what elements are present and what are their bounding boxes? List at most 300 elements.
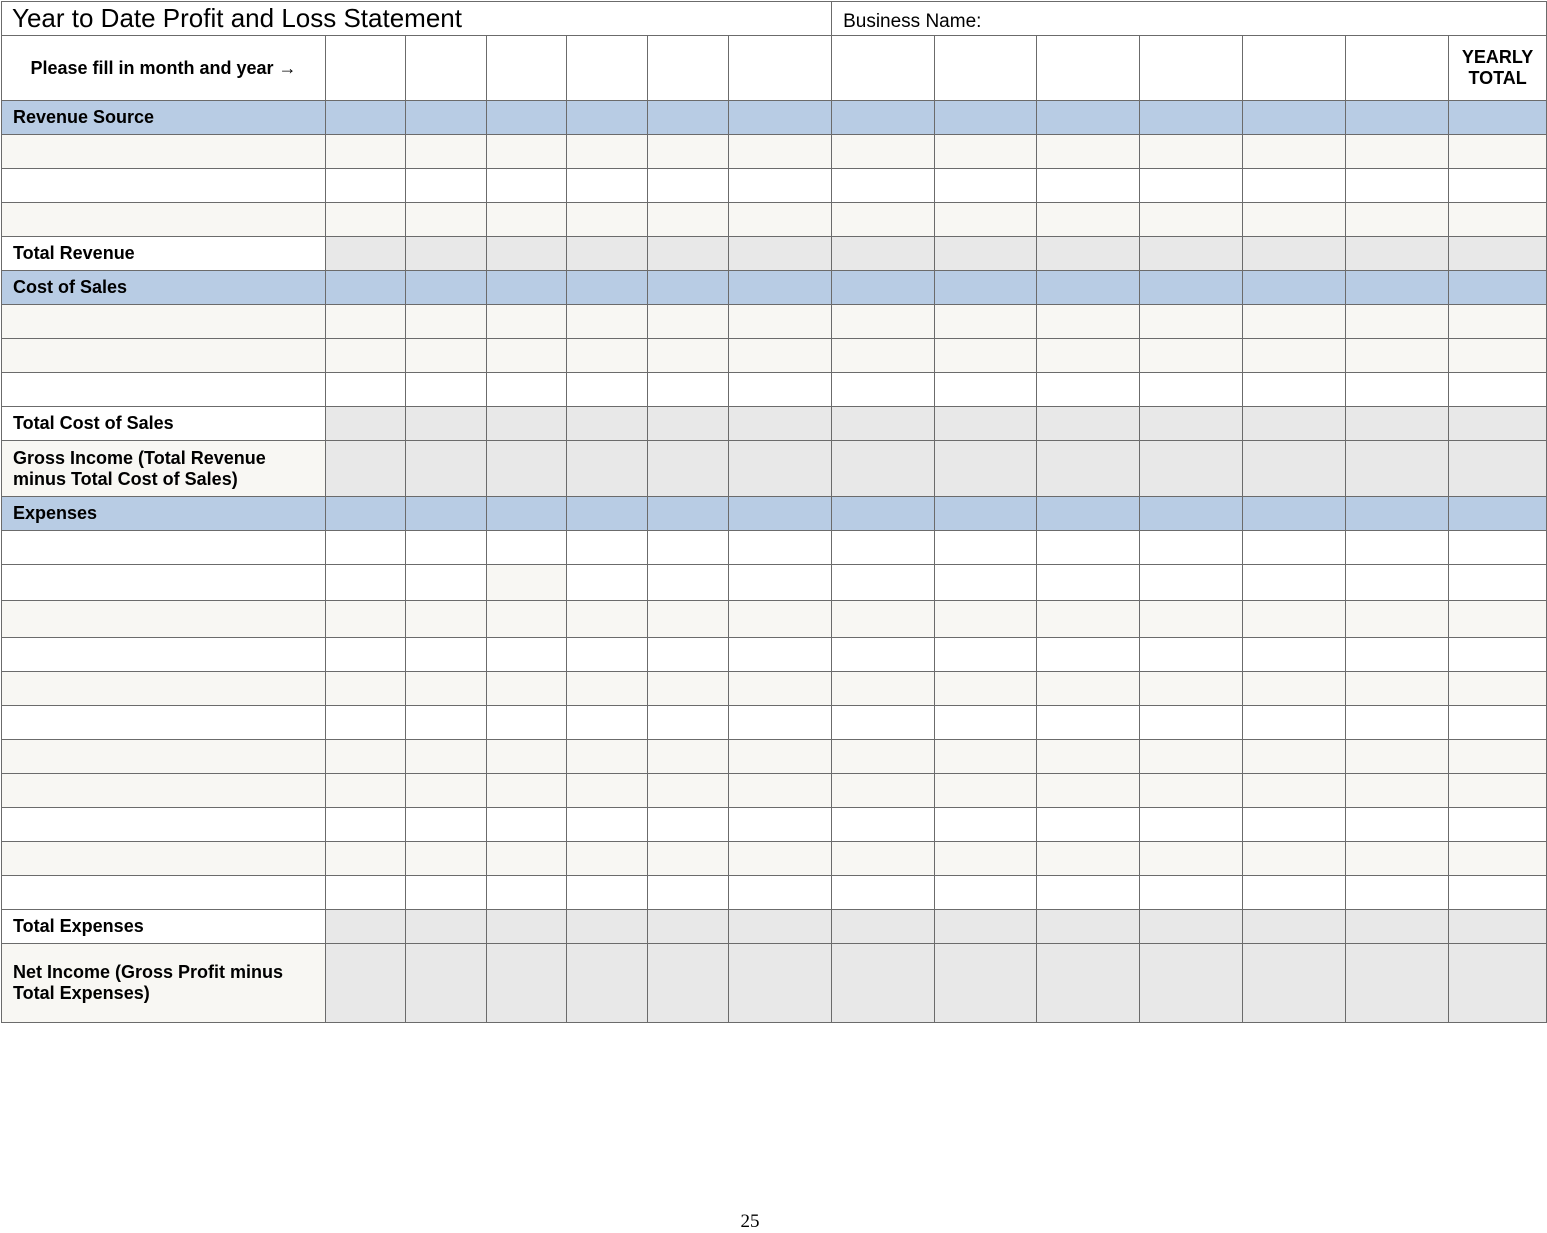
amount-cell[interactable] (729, 305, 832, 339)
amount-cell[interactable] (487, 706, 567, 740)
amount-cell[interactable] (567, 305, 648, 339)
amount-cell[interactable] (567, 531, 648, 565)
amount-cell[interactable] (935, 203, 1037, 237)
yearly-total-cell[interactable] (1449, 774, 1547, 808)
amount-cell[interactable] (935, 169, 1037, 203)
line-item-label-cell[interactable] (2, 774, 326, 808)
amount-cell[interactable] (935, 565, 1037, 601)
amount-cell[interactable] (1140, 740, 1243, 774)
amount-cell[interactable] (326, 910, 406, 944)
amount-cell[interactable] (935, 706, 1037, 740)
amount-cell[interactable] (487, 876, 567, 910)
amount-cell[interactable] (832, 808, 935, 842)
amount-cell[interactable] (1037, 203, 1140, 237)
amount-cell[interactable] (729, 497, 832, 531)
amount-cell[interactable] (729, 169, 832, 203)
amount-cell[interactable] (832, 237, 935, 271)
amount-cell[interactable] (648, 565, 729, 601)
amount-cell[interactable] (729, 842, 832, 876)
amount-cell[interactable] (648, 407, 729, 441)
amount-cell[interactable] (729, 774, 832, 808)
amount-cell[interactable] (567, 373, 648, 407)
amount-cell[interactable] (648, 842, 729, 876)
amount-cell[interactable] (832, 740, 935, 774)
amount-cell[interactable] (648, 237, 729, 271)
amount-cell[interactable] (832, 601, 935, 638)
amount-cell[interactable] (648, 876, 729, 910)
line-item-label-cell[interactable] (2, 876, 326, 910)
line-item-label-cell[interactable] (2, 531, 326, 565)
amount-cell[interactable] (1243, 706, 1346, 740)
yearly-total-cell[interactable] (1449, 407, 1547, 441)
amount-cell[interactable] (1346, 944, 1449, 1023)
amount-cell[interactable] (1037, 842, 1140, 876)
month-cell[interactable] (1140, 36, 1243, 101)
amount-cell[interactable] (935, 237, 1037, 271)
line-item-label-cell[interactable] (2, 373, 326, 407)
amount-cell[interactable] (406, 706, 487, 740)
amount-cell[interactable] (326, 135, 406, 169)
amount-cell[interactable] (729, 271, 832, 305)
amount-cell[interactable] (729, 373, 832, 407)
yearly-total-cell[interactable] (1449, 135, 1547, 169)
amount-cell[interactable] (487, 910, 567, 944)
amount-cell[interactable] (1346, 407, 1449, 441)
amount-cell[interactable] (406, 407, 487, 441)
amount-cell[interactable] (1346, 706, 1449, 740)
amount-cell[interactable] (406, 203, 487, 237)
month-cell[interactable] (1243, 36, 1346, 101)
amount-cell[interactable] (1037, 706, 1140, 740)
amount-cell[interactable] (1346, 601, 1449, 638)
amount-cell[interactable] (487, 565, 567, 601)
amount-cell[interactable] (326, 305, 406, 339)
amount-cell[interactable] (729, 237, 832, 271)
amount-cell[interactable] (1243, 237, 1346, 271)
amount-cell[interactable] (487, 944, 567, 1023)
yearly-total-cell[interactable] (1449, 271, 1547, 305)
amount-cell[interactable] (1140, 339, 1243, 373)
amount-cell[interactable] (935, 876, 1037, 910)
amount-cell[interactable] (567, 740, 648, 774)
amount-cell[interactable] (1243, 531, 1346, 565)
amount-cell[interactable] (1346, 808, 1449, 842)
amount-cell[interactable] (1346, 203, 1449, 237)
amount-cell[interactable] (832, 305, 935, 339)
amount-cell[interactable] (326, 740, 406, 774)
amount-cell[interactable] (487, 407, 567, 441)
month-cell[interactable] (648, 36, 729, 101)
yearly-total-cell[interactable] (1449, 876, 1547, 910)
amount-cell[interactable] (1037, 910, 1140, 944)
yearly-total-cell[interactable] (1449, 531, 1547, 565)
amount-cell[interactable] (935, 944, 1037, 1023)
amount-cell[interactable] (326, 101, 406, 135)
amount-cell[interactable] (567, 638, 648, 672)
amount-cell[interactable] (1140, 706, 1243, 740)
amount-cell[interactable] (832, 774, 935, 808)
amount-cell[interactable] (406, 774, 487, 808)
amount-cell[interactable] (729, 910, 832, 944)
amount-cell[interactable] (1243, 876, 1346, 910)
amount-cell[interactable] (1346, 876, 1449, 910)
month-cell[interactable] (406, 36, 487, 101)
amount-cell[interactable] (1243, 169, 1346, 203)
amount-cell[interactable] (487, 271, 567, 305)
amount-cell[interactable] (832, 672, 935, 706)
amount-cell[interactable] (567, 910, 648, 944)
business-name-field[interactable]: Business Name: (832, 2, 1547, 36)
amount-cell[interactable] (326, 565, 406, 601)
amount-cell[interactable] (487, 497, 567, 531)
amount-cell[interactable] (729, 101, 832, 135)
amount-cell[interactable] (1140, 305, 1243, 339)
amount-cell[interactable] (487, 740, 567, 774)
amount-cell[interactable] (832, 944, 935, 1023)
yearly-total-cell[interactable] (1449, 565, 1547, 601)
amount-cell[interactable] (832, 101, 935, 135)
amount-cell[interactable] (1243, 808, 1346, 842)
amount-cell[interactable] (567, 565, 648, 601)
yearly-total-cell[interactable] (1449, 808, 1547, 842)
amount-cell[interactable] (487, 531, 567, 565)
amount-cell[interactable] (832, 407, 935, 441)
amount-cell[interactable] (832, 373, 935, 407)
amount-cell[interactable] (326, 203, 406, 237)
amount-cell[interactable] (648, 169, 729, 203)
yearly-total-cell[interactable] (1449, 638, 1547, 672)
amount-cell[interactable] (1140, 774, 1243, 808)
line-item-label-cell[interactable] (2, 808, 326, 842)
month-cell[interactable] (567, 36, 648, 101)
amount-cell[interactable] (406, 601, 487, 638)
amount-cell[interactable] (1243, 842, 1346, 876)
yearly-total-cell[interactable] (1449, 203, 1547, 237)
amount-cell[interactable] (1037, 237, 1140, 271)
line-item-label-cell[interactable] (2, 305, 326, 339)
amount-cell[interactable] (1243, 441, 1346, 497)
amount-cell[interactable] (1037, 565, 1140, 601)
amount-cell[interactable] (406, 135, 487, 169)
amount-cell[interactable] (648, 531, 729, 565)
amount-cell[interactable] (1346, 101, 1449, 135)
amount-cell[interactable] (1243, 373, 1346, 407)
amount-cell[interactable] (406, 101, 487, 135)
amount-cell[interactable] (406, 169, 487, 203)
month-cell[interactable] (1037, 36, 1140, 101)
yearly-total-cell[interactable] (1449, 497, 1547, 531)
amount-cell[interactable] (1346, 441, 1449, 497)
amount-cell[interactable] (832, 497, 935, 531)
amount-cell[interactable] (648, 638, 729, 672)
amount-cell[interactable] (567, 169, 648, 203)
amount-cell[interactable] (729, 531, 832, 565)
amount-cell[interactable] (935, 339, 1037, 373)
amount-cell[interactable] (648, 339, 729, 373)
yearly-total-cell[interactable] (1449, 740, 1547, 774)
amount-cell[interactable] (935, 740, 1037, 774)
amount-cell[interactable] (935, 407, 1037, 441)
amount-cell[interactable] (1243, 565, 1346, 601)
amount-cell[interactable] (487, 135, 567, 169)
amount-cell[interactable] (326, 531, 406, 565)
amount-cell[interactable] (729, 672, 832, 706)
amount-cell[interactable] (648, 271, 729, 305)
amount-cell[interactable] (935, 531, 1037, 565)
amount-cell[interactable] (1140, 842, 1243, 876)
amount-cell[interactable] (935, 842, 1037, 876)
amount-cell[interactable] (1140, 944, 1243, 1023)
yearly-total-cell[interactable] (1449, 601, 1547, 638)
line-item-label-cell[interactable] (2, 601, 326, 638)
amount-cell[interactable] (1037, 271, 1140, 305)
line-item-label-cell[interactable] (2, 638, 326, 672)
amount-cell[interactable] (935, 910, 1037, 944)
amount-cell[interactable] (567, 441, 648, 497)
amount-cell[interactable] (487, 441, 567, 497)
amount-cell[interactable] (1037, 944, 1140, 1023)
amount-cell[interactable] (832, 169, 935, 203)
amount-cell[interactable] (406, 876, 487, 910)
amount-cell[interactable] (935, 373, 1037, 407)
amount-cell[interactable] (1037, 305, 1140, 339)
amount-cell[interactable] (935, 601, 1037, 638)
amount-cell[interactable] (729, 339, 832, 373)
amount-cell[interactable] (648, 373, 729, 407)
amount-cell[interactable] (729, 638, 832, 672)
amount-cell[interactable] (1346, 271, 1449, 305)
line-item-label-cell[interactable] (2, 169, 326, 203)
amount-cell[interactable] (648, 944, 729, 1023)
amount-cell[interactable] (326, 808, 406, 842)
amount-cell[interactable] (935, 497, 1037, 531)
amount-cell[interactable] (406, 740, 487, 774)
amount-cell[interactable] (406, 271, 487, 305)
amount-cell[interactable] (1243, 638, 1346, 672)
amount-cell[interactable] (648, 441, 729, 497)
amount-cell[interactable] (1037, 497, 1140, 531)
amount-cell[interactable] (1346, 305, 1449, 339)
amount-cell[interactable] (1346, 237, 1449, 271)
amount-cell[interactable] (648, 203, 729, 237)
amount-cell[interactable] (1243, 339, 1346, 373)
amount-cell[interactable] (935, 672, 1037, 706)
amount-cell[interactable] (487, 203, 567, 237)
amount-cell[interactable] (487, 672, 567, 706)
amount-cell[interactable] (1243, 135, 1346, 169)
amount-cell[interactable] (729, 565, 832, 601)
amount-cell[interactable] (648, 910, 729, 944)
month-cell[interactable] (487, 36, 567, 101)
amount-cell[interactable] (487, 305, 567, 339)
amount-cell[interactable] (487, 237, 567, 271)
amount-cell[interactable] (1243, 497, 1346, 531)
amount-cell[interactable] (567, 407, 648, 441)
amount-cell[interactable] (1140, 876, 1243, 910)
amount-cell[interactable] (1037, 373, 1140, 407)
amount-cell[interactable] (648, 740, 729, 774)
amount-cell[interactable] (567, 237, 648, 271)
amount-cell[interactable] (1140, 910, 1243, 944)
amount-cell[interactable] (832, 638, 935, 672)
amount-cell[interactable] (832, 135, 935, 169)
amount-cell[interactable] (1140, 638, 1243, 672)
amount-cell[interactable] (567, 601, 648, 638)
yearly-total-cell[interactable] (1449, 305, 1547, 339)
yearly-total-cell[interactable] (1449, 706, 1547, 740)
yearly-total-cell[interactable] (1449, 237, 1547, 271)
amount-cell[interactable] (1243, 203, 1346, 237)
month-cell[interactable] (832, 36, 935, 101)
amount-cell[interactable] (1346, 842, 1449, 876)
amount-cell[interactable] (406, 531, 487, 565)
amount-cell[interactable] (729, 601, 832, 638)
amount-cell[interactable] (406, 808, 487, 842)
amount-cell[interactable] (406, 842, 487, 876)
amount-cell[interactable] (406, 672, 487, 706)
amount-cell[interactable] (1037, 601, 1140, 638)
line-item-label-cell[interactable] (2, 565, 326, 601)
amount-cell[interactable] (729, 407, 832, 441)
amount-cell[interactable] (1346, 672, 1449, 706)
amount-cell[interactable] (487, 774, 567, 808)
amount-cell[interactable] (326, 271, 406, 305)
amount-cell[interactable] (729, 706, 832, 740)
amount-cell[interactable] (729, 203, 832, 237)
amount-cell[interactable] (1346, 169, 1449, 203)
amount-cell[interactable] (567, 101, 648, 135)
amount-cell[interactable] (935, 271, 1037, 305)
amount-cell[interactable] (326, 672, 406, 706)
amount-cell[interactable] (326, 601, 406, 638)
amount-cell[interactable] (729, 876, 832, 910)
amount-cell[interactable] (1140, 271, 1243, 305)
amount-cell[interactable] (406, 944, 487, 1023)
amount-cell[interactable] (1346, 910, 1449, 944)
amount-cell[interactable] (1037, 339, 1140, 373)
amount-cell[interactable] (406, 910, 487, 944)
amount-cell[interactable] (326, 169, 406, 203)
amount-cell[interactable] (832, 531, 935, 565)
month-cell[interactable] (935, 36, 1037, 101)
amount-cell[interactable] (1037, 101, 1140, 135)
amount-cell[interactable] (567, 876, 648, 910)
amount-cell[interactable] (1037, 672, 1140, 706)
amount-cell[interactable] (1346, 774, 1449, 808)
amount-cell[interactable] (487, 842, 567, 876)
amount-cell[interactable] (406, 565, 487, 601)
amount-cell[interactable] (487, 169, 567, 203)
amount-cell[interactable] (648, 101, 729, 135)
amount-cell[interactable] (326, 638, 406, 672)
amount-cell[interactable] (487, 638, 567, 672)
amount-cell[interactable] (1037, 774, 1140, 808)
amount-cell[interactable] (487, 601, 567, 638)
amount-cell[interactable] (1346, 135, 1449, 169)
amount-cell[interactable] (487, 373, 567, 407)
amount-cell[interactable] (1243, 271, 1346, 305)
amount-cell[interactable] (326, 441, 406, 497)
amount-cell[interactable] (832, 565, 935, 601)
amount-cell[interactable] (1346, 638, 1449, 672)
yearly-total-cell[interactable] (1449, 944, 1547, 1023)
line-item-label-cell[interactable] (2, 135, 326, 169)
yearly-total-cell[interactable] (1449, 672, 1547, 706)
amount-cell[interactable] (935, 441, 1037, 497)
amount-cell[interactable] (406, 441, 487, 497)
yearly-total-cell[interactable] (1449, 441, 1547, 497)
amount-cell[interactable] (1037, 808, 1140, 842)
amount-cell[interactable] (648, 808, 729, 842)
amount-cell[interactable] (832, 339, 935, 373)
amount-cell[interactable] (935, 774, 1037, 808)
amount-cell[interactable] (326, 706, 406, 740)
amount-cell[interactable] (1346, 497, 1449, 531)
line-item-label-cell[interactable] (2, 672, 326, 706)
amount-cell[interactable] (406, 237, 487, 271)
amount-cell[interactable] (1037, 135, 1140, 169)
amount-cell[interactable] (935, 135, 1037, 169)
amount-cell[interactable] (326, 497, 406, 531)
line-item-label-cell[interactable] (2, 740, 326, 774)
amount-cell[interactable] (406, 373, 487, 407)
amount-cell[interactable] (1140, 169, 1243, 203)
amount-cell[interactable] (326, 339, 406, 373)
amount-cell[interactable] (1037, 740, 1140, 774)
month-cell[interactable] (729, 36, 832, 101)
amount-cell[interactable] (648, 497, 729, 531)
amount-cell[interactable] (406, 638, 487, 672)
amount-cell[interactable] (487, 339, 567, 373)
amount-cell[interactable] (567, 774, 648, 808)
amount-cell[interactable] (1243, 101, 1346, 135)
amount-cell[interactable] (1346, 339, 1449, 373)
amount-cell[interactable] (1140, 565, 1243, 601)
amount-cell[interactable] (567, 497, 648, 531)
amount-cell[interactable] (567, 672, 648, 706)
line-item-label-cell[interactable] (2, 706, 326, 740)
amount-cell[interactable] (1140, 531, 1243, 565)
amount-cell[interactable] (648, 135, 729, 169)
amount-cell[interactable] (1140, 203, 1243, 237)
amount-cell[interactable] (326, 774, 406, 808)
amount-cell[interactable] (729, 135, 832, 169)
month-cell[interactable] (326, 36, 406, 101)
yearly-total-cell[interactable] (1449, 842, 1547, 876)
amount-cell[interactable] (1243, 672, 1346, 706)
amount-cell[interactable] (1243, 740, 1346, 774)
yearly-total-cell[interactable] (1449, 910, 1547, 944)
amount-cell[interactable] (406, 497, 487, 531)
amount-cell[interactable] (326, 237, 406, 271)
amount-cell[interactable] (1243, 910, 1346, 944)
amount-cell[interactable] (406, 305, 487, 339)
amount-cell[interactable] (1037, 531, 1140, 565)
amount-cell[interactable] (1140, 808, 1243, 842)
amount-cell[interactable] (832, 910, 935, 944)
yearly-total-cell[interactable] (1449, 101, 1547, 135)
amount-cell[interactable] (567, 135, 648, 169)
amount-cell[interactable] (1346, 531, 1449, 565)
amount-cell[interactable] (1037, 407, 1140, 441)
amount-cell[interactable] (487, 101, 567, 135)
amount-cell[interactable] (1037, 169, 1140, 203)
amount-cell[interactable] (729, 441, 832, 497)
amount-cell[interactable] (1346, 565, 1449, 601)
amount-cell[interactable] (648, 672, 729, 706)
amount-cell[interactable] (832, 706, 935, 740)
amount-cell[interactable] (935, 101, 1037, 135)
